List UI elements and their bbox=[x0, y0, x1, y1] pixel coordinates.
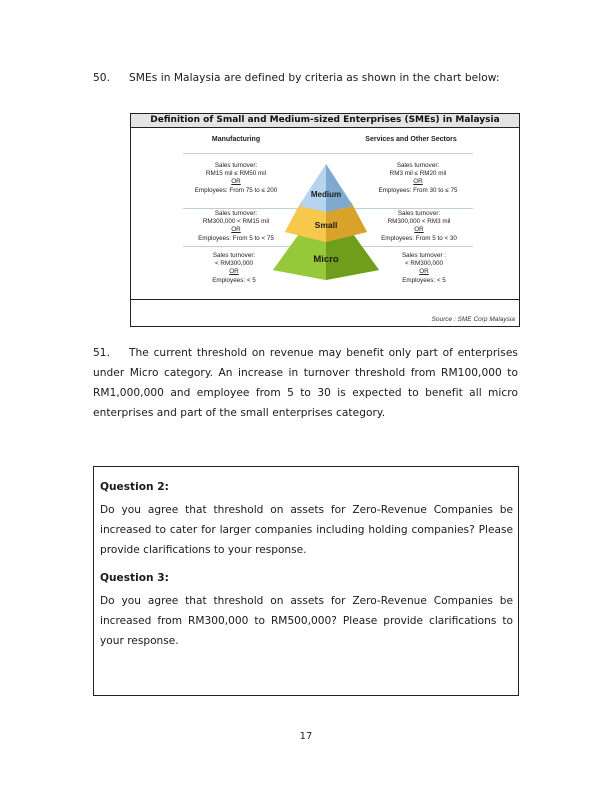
figure-body bbox=[131, 128, 519, 300]
divider-line bbox=[183, 153, 473, 154]
sme-pyramid bbox=[271, 162, 381, 292]
criteria-or: OR bbox=[413, 178, 423, 186]
page-number: 17 bbox=[299, 731, 313, 742]
paragraph-number: 51. bbox=[93, 347, 110, 359]
questions-box bbox=[93, 466, 519, 696]
figure-title: Definition of Small and Medium-sized Enterprises (SMEs) in Malaysia bbox=[131, 114, 519, 128]
paragraph-text: The current threshold on revenue may benefit only part of enterprises under Micro category. An increase in turnover threshold from RM100,000 to RM1,000,000 and employee from 5 to 30 is expected to benefit all micro enterprises and part of the small enterprises category. bbox=[93, 347, 518, 419]
criteria-or: OR bbox=[229, 268, 239, 276]
criteria-line: Employees: < 5 bbox=[402, 276, 446, 284]
tier-label-micro: Micro bbox=[313, 254, 339, 265]
paragraph-51 bbox=[93, 343, 518, 423]
criteria-line: RM300,000 < RM3 mil bbox=[387, 218, 451, 226]
criteria-line: Employees: From 30 to ≤ 75 bbox=[378, 186, 458, 194]
criteria-line: Sales turnover : bbox=[401, 252, 447, 259]
criteria-line: RM300,000 < RM15 mil bbox=[202, 218, 270, 226]
criteria-line: Sales turnover: bbox=[212, 252, 256, 259]
question-3-heading: Question 3: bbox=[100, 572, 169, 584]
paragraph-text: SMEs in Malaysia are defined by criteria as shown in the chart below: bbox=[129, 72, 500, 84]
criteria-line: Employees: From 75 to ≤ 200 bbox=[194, 186, 278, 194]
criteria-line: Sales turnover: bbox=[214, 162, 258, 169]
tier-label-medium: Medium bbox=[310, 190, 342, 199]
pyramid-tier-medium bbox=[299, 164, 353, 212]
criteria-line: < RM300,000 bbox=[405, 260, 443, 268]
criteria-line: Employees: From 5 to < 30 bbox=[381, 234, 457, 242]
paragraph-number: 50. bbox=[93, 72, 110, 84]
criteria-micro-services bbox=[381, 252, 467, 285]
criteria-line: < RM300,000 bbox=[215, 260, 253, 268]
criteria-or: OR bbox=[414, 226, 424, 234]
column-header-services: Services and Other Sectors bbox=[365, 136, 457, 143]
criteria-line: Sales turnover: bbox=[214, 210, 258, 217]
question-2-heading: Question 2: bbox=[100, 481, 169, 493]
figure-source: Source : SME Corp Malaysia bbox=[431, 316, 515, 323]
criteria-or: OR bbox=[419, 268, 429, 276]
criteria-line: Employees: From 5 to < 75 bbox=[198, 234, 274, 242]
criteria-line: Sales turnover: bbox=[397, 210, 441, 217]
criteria-line: Sales turnover: bbox=[396, 162, 440, 169]
criteria-line: RM3 mil ≤ RM20 mil bbox=[389, 170, 447, 178]
criteria-or: OR bbox=[231, 226, 241, 234]
tier-label-small: Small bbox=[314, 220, 338, 230]
paragraph-50 bbox=[93, 68, 518, 88]
criteria-line: RM15 mil ≤ RM50 mil bbox=[205, 170, 267, 178]
question-2-text: Do you agree that threshold on assets for Zero-Revenue Companies be increased to cater for larger companies including holding companies? Please provide clarifications to your response. bbox=[100, 504, 513, 556]
criteria-or: OR bbox=[231, 178, 241, 186]
column-header-manufacturing: Manufacturing bbox=[211, 136, 261, 143]
sme-definition-figure bbox=[130, 113, 520, 327]
question-3-text: Do you agree that threshold on assets for Zero-Revenue Companies be increased from RM300,000 to RM500,000? Please provide clarifications to your response. bbox=[100, 595, 513, 647]
criteria-micro-manufacturing bbox=[191, 252, 277, 285]
criteria-line: Employees: < 5 bbox=[212, 276, 256, 284]
